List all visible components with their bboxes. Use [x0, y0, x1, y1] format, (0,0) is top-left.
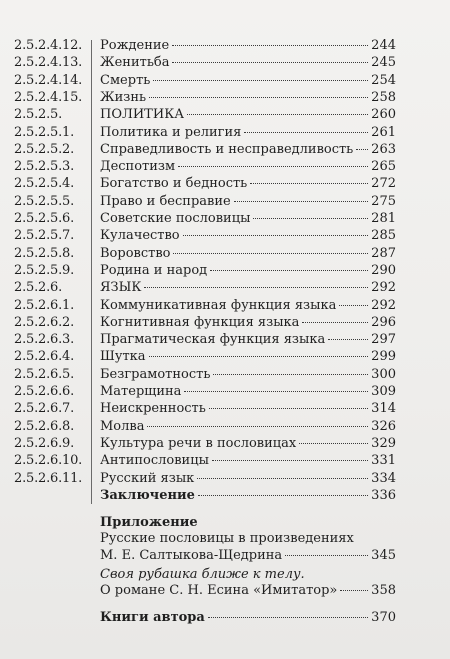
toc-row-appendix-2 — [0, 582, 450, 600]
section-title: Русский язык — [100, 470, 195, 486]
leader-dots — [149, 97, 368, 98]
section-title: Деспотизм — [100, 159, 176, 175]
section-title: Справедливость и несправедливость — [100, 141, 354, 157]
section-number: 2.5.2.6.11. — [14, 470, 83, 486]
section-title: Неискренность — [100, 401, 206, 417]
toc-row — [0, 348, 450, 366]
toc-row — [0, 297, 450, 315]
section-number: 2.5.2.6.8. — [14, 418, 75, 434]
section-number: 2.5.2.6. — [14, 280, 63, 296]
page-number: 296 — [371, 314, 396, 330]
leader-dots — [302, 322, 368, 323]
appendix-item1-line1: Русские пословицы в произведениях — [100, 531, 354, 546]
leader-dots — [147, 426, 368, 427]
appendix-item2-line1: Своя рубашка ближе к телу. — [100, 567, 305, 582]
section-number: 2.5.2.6.3. — [14, 332, 75, 348]
section-number: 2.5.2.5.6. — [14, 211, 75, 226]
leader-dots — [172, 62, 368, 63]
section-title: ПОЛИТИКА — [100, 107, 185, 123]
section-title: Когнитивная функция языка — [100, 314, 300, 330]
leader-dots — [178, 166, 368, 167]
toc-row-conclusion — [0, 487, 450, 505]
section-number: 2.5.2.6.7. — [14, 401, 75, 417]
page-number: 281 — [371, 211, 396, 226]
leader-dots — [340, 590, 368, 591]
leader-dots — [339, 305, 368, 306]
section-title: Прагматическая функция языка — [100, 332, 326, 348]
toc-row — [0, 175, 450, 193]
section-title: ЯЗЫК — [100, 280, 142, 296]
toc-row — [0, 210, 450, 228]
section-number: 2.5.2.5.9. — [14, 262, 75, 278]
page-number: 263 — [371, 141, 396, 157]
section-number: 2.5.2.4.14. — [14, 72, 83, 88]
section-title: Рождение — [100, 38, 170, 53]
conclusion-page: 336 — [371, 488, 396, 503]
section-number: 2.5.2.6.4. — [14, 349, 75, 365]
toc-row — [0, 452, 450, 470]
page-number: 261 — [371, 124, 396, 140]
section-number: 2.5.2.6.9. — [14, 435, 75, 451]
toc-row — [0, 245, 450, 263]
toc-row — [0, 366, 450, 384]
leader-dots — [183, 235, 369, 236]
page-number: 326 — [371, 418, 396, 434]
section-number: 2.5.2.5. — [14, 107, 63, 123]
section-number: 2.5.2.5.8. — [14, 245, 75, 261]
toc-row — [0, 141, 450, 159]
toc-row — [0, 383, 450, 401]
appendix-item2-page: 358 — [371, 583, 396, 598]
section-number: 2.5.2.6.5. — [14, 366, 75, 382]
section-title: Кулачество — [100, 228, 180, 244]
section-number: 2.5.2.5.2. — [14, 141, 75, 157]
page-number: 290 — [371, 262, 396, 278]
section-title: Безграмотность — [100, 366, 211, 382]
leader-dots — [299, 443, 368, 444]
page-number: 314 — [371, 401, 396, 417]
page-number: 297 — [371, 332, 396, 348]
section-title: Родина и народ — [100, 262, 208, 278]
toc-row — [0, 470, 450, 488]
leader-dots — [153, 80, 368, 81]
section-number: 2.5.2.4.15. — [14, 89, 83, 105]
section-title: Воровство — [100, 245, 171, 261]
leader-dots — [250, 183, 368, 184]
section-title: Шутка — [100, 349, 146, 365]
page-number: 272 — [371, 176, 396, 192]
toc-row — [0, 262, 450, 280]
page-number: 299 — [371, 349, 396, 365]
leader-dots — [184, 391, 368, 392]
toc-row — [0, 124, 450, 142]
toc-row — [0, 106, 450, 124]
leader-dots — [197, 478, 368, 479]
books-page: 370 — [371, 610, 396, 625]
leader-dots — [285, 555, 368, 556]
page-number: 285 — [371, 228, 396, 244]
section-title: Советские пословицы — [100, 211, 251, 226]
toc-row-books — [0, 609, 450, 627]
toc-row — [0, 89, 450, 107]
leader-dots — [149, 356, 369, 357]
section-title: Богатство и бедность — [100, 176, 248, 192]
toc-row — [0, 400, 450, 418]
section-number: 2.5.2.5.7. — [14, 228, 75, 244]
leader-dots — [209, 408, 368, 409]
page-number: 334 — [371, 470, 396, 486]
page-number: 258 — [371, 89, 396, 105]
section-number: 2.5.2.6.6. — [14, 384, 75, 399]
section-number: 2.5.2.6.10. — [14, 453, 83, 469]
books-title: Книги автора — [100, 610, 205, 625]
appendix-item1-page: 345 — [371, 548, 396, 563]
leader-dots — [172, 45, 368, 46]
toc-row — [0, 54, 450, 72]
section-title: Смерть — [100, 72, 151, 88]
page-number: 309 — [371, 384, 396, 399]
toc-row — [0, 158, 450, 176]
leader-dots — [253, 218, 368, 219]
page-number: 300 — [371, 366, 396, 382]
section-title: Молва — [100, 418, 145, 434]
page-number: 265 — [371, 159, 396, 175]
section-number: 2.5.2.5.4. — [14, 176, 75, 192]
section-title: Коммуникативная функция языка — [100, 297, 337, 313]
page-number: 287 — [371, 245, 396, 261]
toc-row — [0, 418, 450, 436]
toc-row — [0, 331, 450, 349]
section-title: Культура речи в пословицах — [100, 435, 297, 451]
toc-row — [0, 227, 450, 245]
leader-dots — [234, 201, 368, 202]
section-title: Жизнь — [100, 89, 147, 105]
section-number: 2.5.2.5.1. — [14, 124, 75, 140]
toc-row-appendix-1 — [0, 547, 450, 565]
leader-dots — [210, 270, 368, 271]
page-number: 244 — [371, 38, 396, 53]
page-number: 292 — [371, 280, 396, 296]
leader-dots — [144, 287, 368, 288]
leader-dots — [244, 132, 368, 133]
leader-dots — [208, 617, 368, 618]
leader-dots — [187, 114, 368, 115]
toc-row — [0, 193, 450, 211]
leader-dots — [213, 374, 368, 375]
page-number: 245 — [371, 55, 396, 71]
section-number: 2.5.2.6.2. — [14, 314, 75, 330]
section-number: 2.5.2.4.13. — [14, 55, 83, 71]
section-number: 2.5.2.4.12. — [14, 38, 83, 53]
section-number: 2.5.2.5.3. — [14, 159, 75, 175]
section-title: Антипословицы — [100, 453, 209, 469]
toc-row — [0, 37, 450, 55]
section-number: 2.5.2.6.1. — [14, 297, 75, 313]
leader-dots — [328, 339, 368, 340]
section-title: Политика и религия — [100, 124, 242, 140]
page-number: 260 — [371, 107, 396, 123]
leader-dots — [356, 149, 368, 150]
toc-row — [0, 72, 450, 90]
section-title: Право и бесправие — [100, 193, 231, 209]
page-number: 331 — [371, 453, 396, 469]
section-title: Матерщина — [100, 384, 182, 399]
section-number: 2.5.2.5.5. — [14, 193, 75, 209]
page-number: 292 — [371, 297, 396, 313]
conclusion-title: Заключение — [100, 488, 195, 503]
leader-dots — [173, 253, 368, 254]
leader-dots — [198, 495, 368, 496]
page-number: 275 — [371, 193, 396, 209]
toc-row — [0, 279, 450, 297]
appendix-item1-line2: М. Е. Салтыкова-Щедрина — [100, 548, 283, 563]
page-number: 329 — [371, 435, 396, 451]
appendix-item2-line2: О романе С. Н. Есина «Имитатор» — [100, 583, 338, 598]
section-title: Женитьба — [100, 55, 170, 71]
leader-dots — [212, 460, 368, 461]
appendix-heading: Приложение — [100, 515, 198, 530]
toc-row — [0, 314, 450, 332]
page-number: 254 — [371, 72, 396, 88]
toc-row — [0, 435, 450, 453]
